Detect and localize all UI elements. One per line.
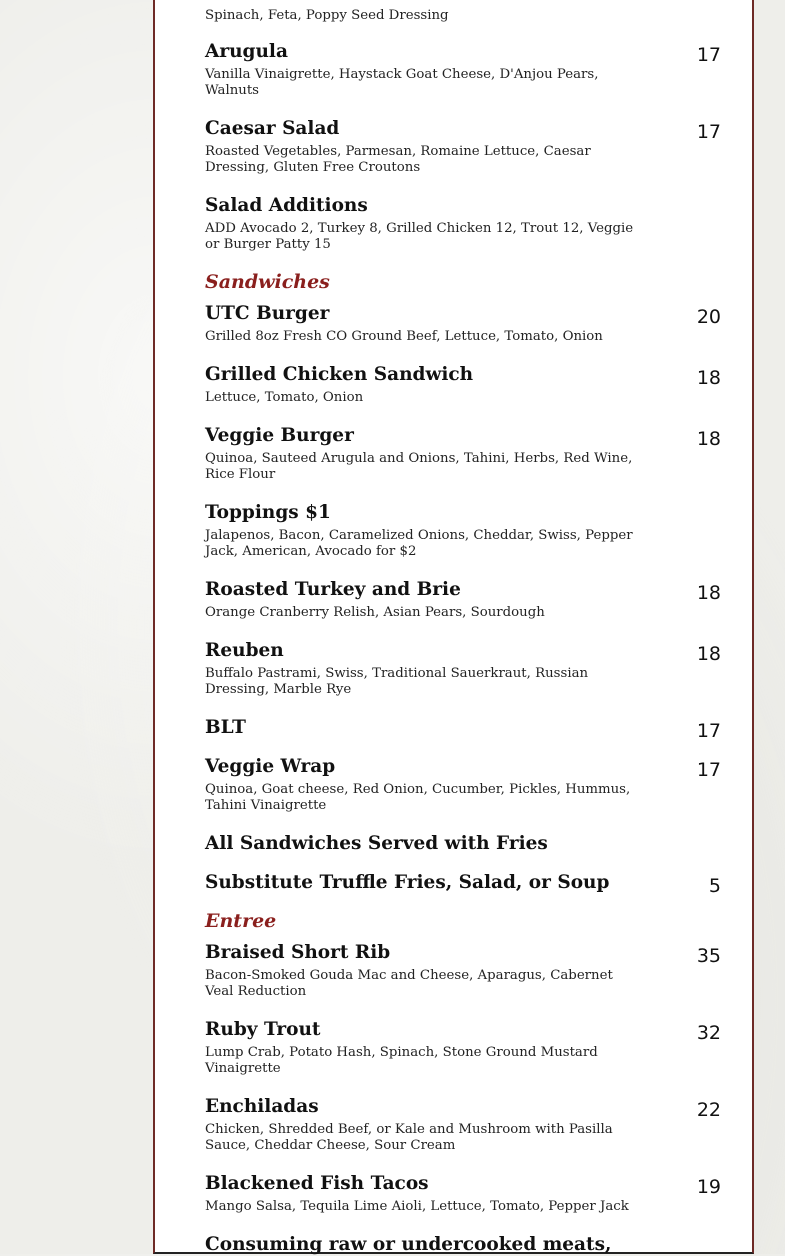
item-description: Roasted Vegetables, Parmesan, Romaine Lettuce, Caesar Dressing, Gluten Free Croutons: [205, 144, 591, 175]
item-name: Substitute Truffle Fries, Salad, or Soup: [205, 872, 610, 893]
item-price: 17: [696, 44, 721, 66]
item-name: Enchiladas: [205, 1096, 319, 1117]
disclaimer-text: Consuming raw or undercooked meats,: [205, 1234, 612, 1255]
item-description: Grilled 8oz Fresh CO Ground Beef, Lettuce, Tomato, Onion: [205, 329, 603, 344]
item-price: 18: [696, 367, 721, 389]
item-name: Roasted Turkey and Brie: [205, 579, 461, 600]
item-price: 18: [696, 428, 721, 450]
section-title-sandwiches: Sandwiches: [205, 271, 330, 293]
item-description: Jalapenos, Bacon, Caramelized Onions, Cheddar, Swiss, Pepper Jack, American, Avocado for $2: [205, 528, 633, 559]
item-description: Lump Crab, Potato Hash, Spinach, Stone Ground Mustard Vinaigrette: [205, 1045, 598, 1076]
note-text: All Sandwiches Served with Fries: [205, 833, 548, 854]
item-description: Chicken, Shredded Beef, or Kale and Mushroom with Pasilla Sauce, Cheddar Cheese, Sour Cream: [205, 1122, 613, 1153]
item-description: Buffalo Pastrami, Swiss, Traditional Sauerkraut, Russian Dressing, Marble Rye: [205, 666, 589, 697]
item-description: Quinoa, Sauteed Arugula and Onions, Tahini, Herbs, Red Wine, Rice Flour: [205, 451, 633, 482]
item-price: 20: [696, 306, 721, 328]
item-description: Quinoa, Goat cheese, Red Onion, Cucumber, Pickles, Hummus, Tahini Vinaigrette: [205, 782, 631, 813]
item-price: 35: [696, 945, 721, 967]
item-name: Grilled Chicken Sandwich: [205, 364, 474, 385]
item-name: Arugula: [205, 41, 288, 62]
item-price: 18: [696, 643, 721, 665]
item-price: 18: [696, 582, 721, 604]
item-price: 17: [696, 720, 721, 742]
item-price: 5: [708, 875, 721, 897]
item-price: 17: [696, 121, 721, 143]
item-description: Orange Cranberry Relish, Asian Pears, Sourdough: [205, 605, 545, 620]
item-name: Caesar Salad: [205, 118, 340, 139]
item-name: Veggie Wrap: [205, 756, 336, 777]
item-description: Bacon-Smoked Gouda Mac and Cheese, Aparagus, Cabernet Veal Reduction: [205, 968, 613, 999]
item-name: Salad Additions: [205, 195, 368, 216]
item-name: Braised Short Rib: [205, 942, 391, 963]
item-name: BLT: [205, 717, 246, 738]
item-name: Reuben: [205, 640, 284, 661]
item-name: UTC Burger: [205, 303, 330, 324]
item-price: 32: [696, 1022, 721, 1044]
item-name: Blackened Fish Tacos: [205, 1173, 429, 1194]
item-description: Lettuce, Tomato, Onion: [205, 390, 364, 405]
item-description: Vanilla Vinaigrette, Haystack Goat Cheese, D'Anjou Pears, Walnuts: [205, 67, 599, 98]
item-price: 22: [696, 1099, 721, 1121]
section-title-entree: Entree: [205, 910, 277, 932]
item-name: Veggie Burger: [205, 425, 354, 446]
item-description: Mango Salsa, Tequila Lime Aioli, Lettuce, Tomato, Pepper Jack: [205, 1199, 629, 1214]
item-name: Toppings $1: [205, 502, 331, 523]
item-description: Spinach, Feta, Poppy Seed Dressing: [205, 8, 449, 23]
item-description: ADD Avocado 2, Turkey 8, Grilled Chicken 12, Trout 12, Veggie or Burger Patty 15: [205, 221, 634, 252]
item-price: 19: [696, 1176, 721, 1198]
item-name: Ruby Trout: [205, 1019, 321, 1040]
item-price: 17: [696, 759, 721, 781]
